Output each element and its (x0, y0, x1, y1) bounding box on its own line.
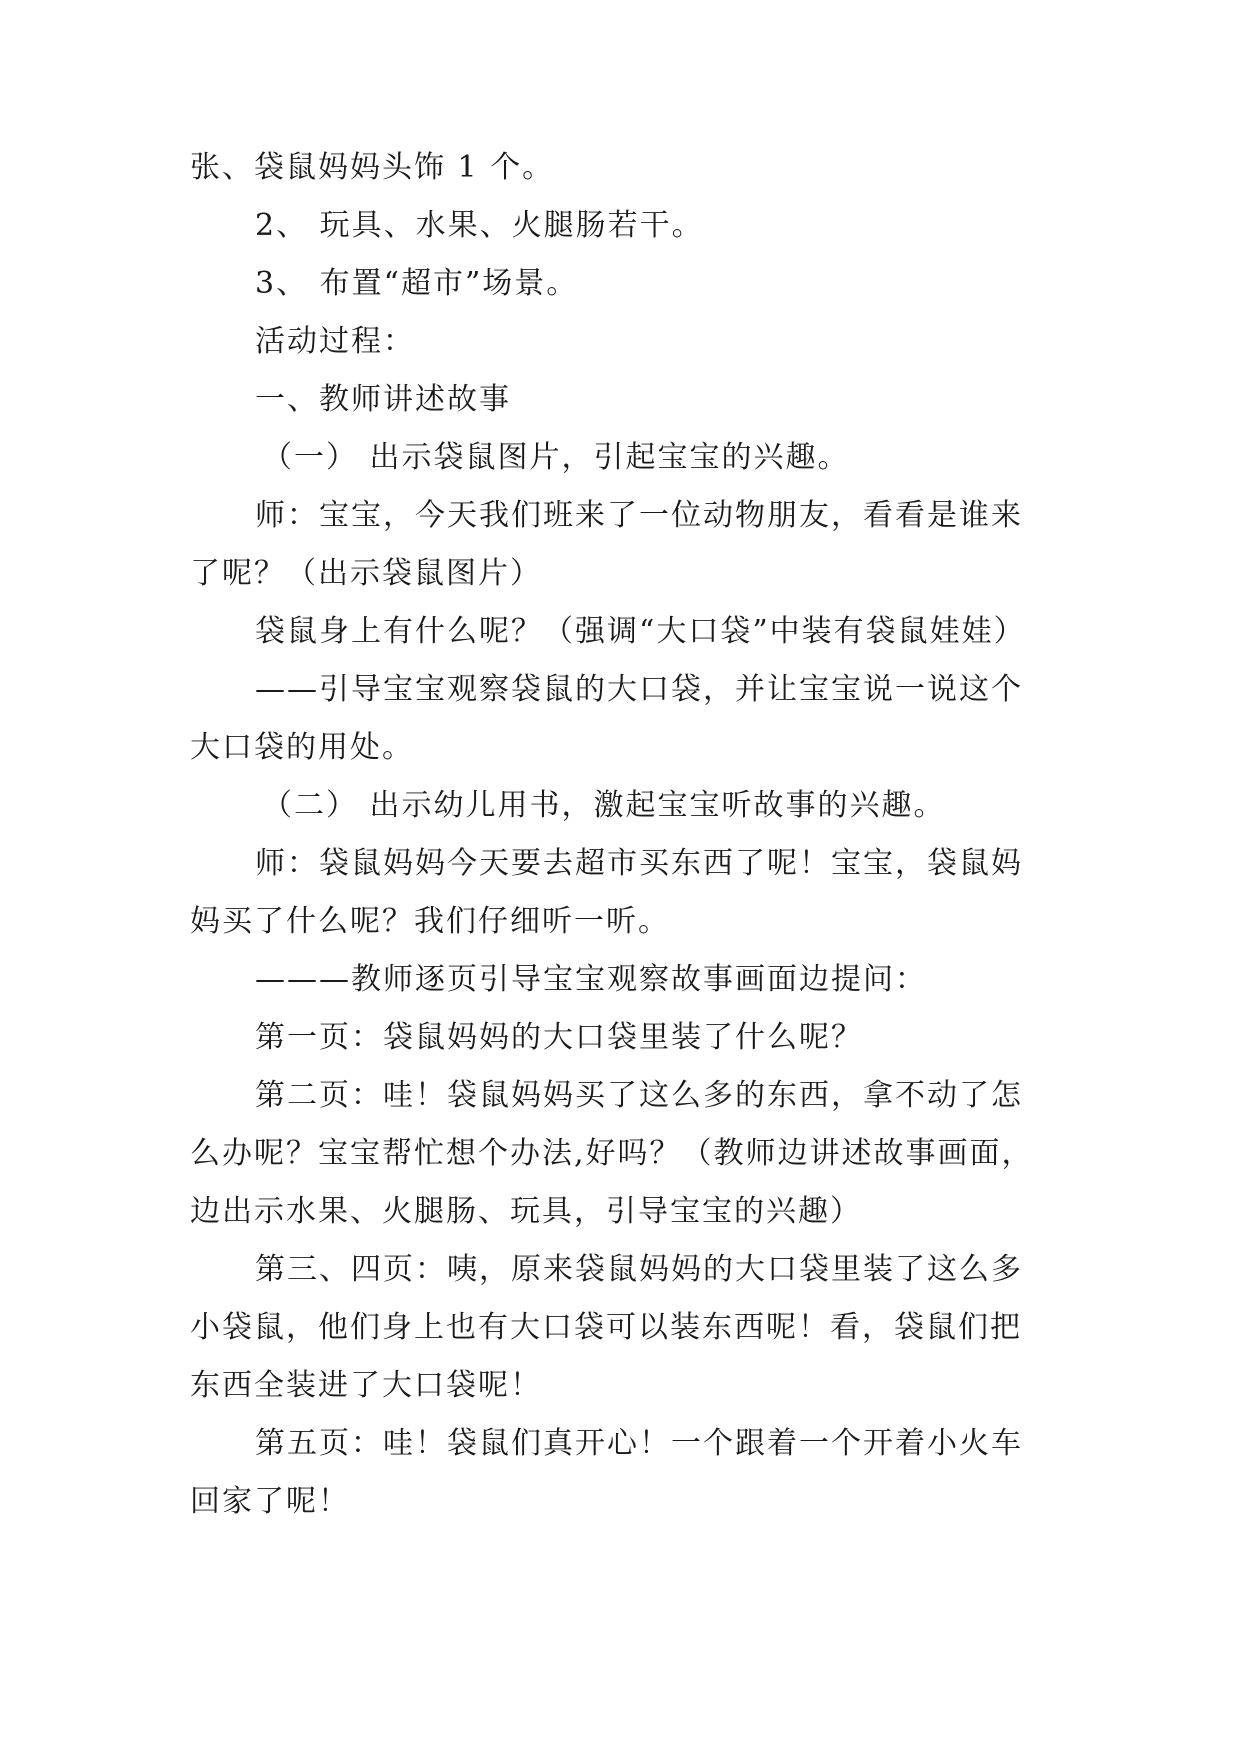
text-line: 3、 布置“超市”场景。 (255, 266, 579, 301)
section-heading: 活动过程： (255, 324, 415, 359)
text-line: 师：袋鼠妈妈今天要去超市买东西了呢！宝宝，袋鼠妈 (255, 846, 1023, 881)
text-line: 师：宝宝，今天我们班来了一位动物朋友，看看是谁来 (255, 498, 1023, 533)
text-line: 了呢？（出示袋鼠图片） (190, 556, 542, 591)
section-heading: 一、教师讲述故事 (255, 382, 511, 417)
text-line: 边出示水果、火腿肠、玩具，引导宝宝的兴趣） (190, 1194, 862, 1229)
text-line: 第五页：哇！袋鼠们真开心！一个跟着一个开着小火车 (255, 1426, 1023, 1461)
text-line: ——引导宝宝观察袋鼠的大口袋，并让宝宝说一说这个 (255, 672, 1023, 707)
text-line: 第二页：哇！袋鼠妈妈买了这么多的东西，拿不动了怎 (255, 1078, 1023, 1113)
text-line: 回家了呢！ (190, 1484, 350, 1519)
subsection-heading: （一） 出示袋鼠图片，引起宝宝的兴趣。 (262, 440, 850, 475)
text-line: ———教师逐页引导宝宝观察故事画面边提问： (255, 962, 927, 997)
text-line: 么办呢？宝宝帮忙想个办法,好吗？（教师边讲述故事画面， (190, 1136, 1034, 1171)
subsection-heading: （二） 出示幼儿用书，激起宝宝听故事的兴趣。 (262, 788, 946, 823)
text-line: 袋鼠身上有什么呢？（强调“大口袋”中装有袋鼠娃娃） (255, 614, 1026, 649)
text-line: 张、袋鼠妈妈头饰 1 个。 (190, 150, 555, 185)
text-line: 第三、四页：咦，原来袋鼠妈妈的大口袋里装了这么多 (255, 1252, 1023, 1287)
text-line: 东西全装进了大口袋呢！ (190, 1368, 542, 1403)
text-line: 小袋鼠，他们身上也有大口袋可以装东西呢！看，袋鼠们把 (190, 1310, 1022, 1345)
text-line: 妈买了什么呢？我们仔细听一听。 (190, 904, 670, 939)
text-line: 第一页：袋鼠妈妈的大口袋里装了什么呢？ (255, 1020, 863, 1055)
text-line: 2、 玩具、水果、火腿肠若干。 (255, 208, 704, 243)
text-line: 大口袋的用处。 (190, 730, 414, 765)
